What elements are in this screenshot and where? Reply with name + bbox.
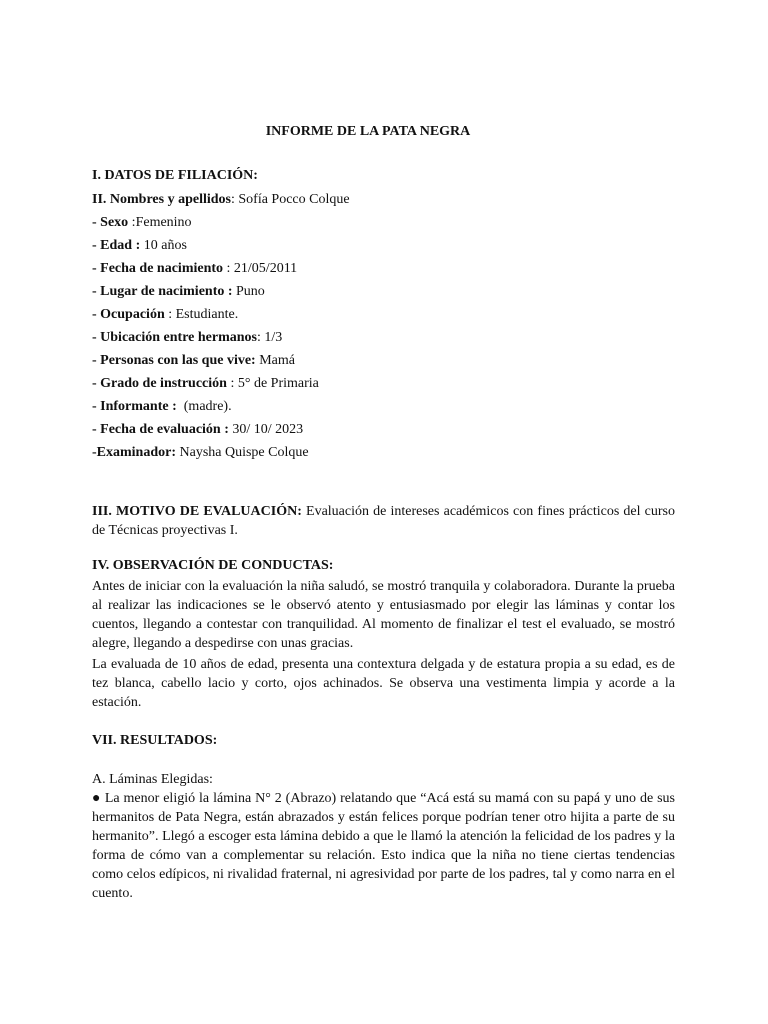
field-sexo <box>92 214 192 232</box>
field-lugar-nacimiento <box>92 283 265 301</box>
motivo-evaluacion-paragraph <box>92 502 675 540</box>
field-label: - Fecha de evaluación : <box>92 422 229 437</box>
section-heading-observacion: IV. OBSERVACIÓN DE CONDUCTAS: <box>92 558 334 573</box>
field-fecha-nacimiento <box>92 260 297 278</box>
field-label: - Lugar de nacimiento : <box>92 284 233 299</box>
field-fecha-evaluacion <box>92 421 303 439</box>
field-value: 10 años <box>143 238 187 253</box>
field-value: 30/ 10/ 2023 <box>232 422 304 437</box>
field-value: Estudiante. <box>175 307 239 322</box>
field-value: Puno <box>236 284 265 299</box>
field-separator: : <box>223 261 234 276</box>
field-nombres <box>92 191 350 209</box>
lamina-bullet-paragraph: ● La menor eligió la lámina N° 2 (Abrazo) relatando que “Acá está su mamá con su papá y uno de sus hermanitos de Pata Negra, están abrazados y están felices porque podrían tener otro hijita a parte de su hermanito”. Llegó a escoger esta lámina debido a que le llamó la atención la felicidad de los padres y la forma de cómo van a complementar su relación. Esto indica que la niña no tiene ciertas tendencias como celos edípicos, ni rivalidad fraternal, ni agresividad por parte de los padres, tal y como narra en el cuento. <box>92 791 675 901</box>
field-informante <box>92 398 232 416</box>
field-value: 21/05/2011 <box>233 261 298 276</box>
observacion-paragraph-2: La evaluada de 10 años de edad, presenta una contextura delgada y de estatura propia a su edad, es de tez blanca, cabello lacio y corto, ojos achinados. Se observa una vestimenta limpia y acorde a la estación. <box>92 657 675 710</box>
field-edad <box>92 237 187 255</box>
field-value: Sofía Pocco Colque <box>238 192 350 207</box>
field-grado-instruccion <box>92 375 319 393</box>
field-value: 1/3 <box>264 330 283 345</box>
field-personas-vive <box>92 352 295 370</box>
section-heading-motivo: III. MOTIVO DE EVALUACIÓN: <box>92 504 302 519</box>
field-label: -Examinador: <box>92 445 176 460</box>
document-title: INFORME DE LA PATA NEGRA <box>265 124 471 139</box>
field-value: (madre). <box>183 399 232 414</box>
field-label: - Fecha de nacimiento <box>92 261 224 276</box>
field-separator: : <box>230 192 239 207</box>
motivo-text: Evaluación de intereses académicos con fines prácticos del curso de Técnicas proyectivas I. <box>92 504 676 538</box>
field-value: 5° de Primaria <box>237 376 319 391</box>
section-heading-resultados: VII. RESULTADOS: <box>92 733 218 748</box>
field-examinador <box>92 444 309 462</box>
field-label: - Informante : <box>92 399 177 414</box>
field-label: - Ubicación entre hermanos <box>92 330 257 345</box>
field-label: II. Nombres y apellidos <box>92 192 231 207</box>
field-label: - Grado de instrucción <box>92 376 227 391</box>
field-label: - Edad : <box>92 238 141 253</box>
field-value: Mamá <box>259 353 295 368</box>
section-heading-datos-filiacion: I. DATOS DE FILIACIÓN: <box>92 168 258 183</box>
field-ubicacion-hermanos <box>92 329 282 347</box>
field-separator: : <box>226 376 238 391</box>
field-value: Femenino <box>135 215 192 230</box>
field-value: Naysha Quispe Colque <box>179 445 309 460</box>
field-separator: : <box>257 330 265 345</box>
field-label: - Ocupación <box>92 307 165 322</box>
laminas-subheading: A. Láminas Elegidas: <box>92 772 213 787</box>
field-separator <box>177 399 184 414</box>
field-ocupacion <box>92 306 238 324</box>
field-separator: : <box>164 307 176 322</box>
observacion-paragraph-1: Antes de iniciar con la evaluación la niña saludó, se mostró tranquila y colaboradora. Durante la prueba al realizar las indicaciones se le observó atento y entusiasmado por elegir las láminas y contar los cuentos, llegando a contestar con tranquilidad. Al momento de finalizar el test el evaluado, se mostró alegre, llegando a despedirse con unas gracias. <box>92 579 675 651</box>
field-separator: : <box>128 215 136 230</box>
field-label: - Personas con las que vive: <box>92 353 256 368</box>
field-label: - Sexo <box>92 215 129 230</box>
